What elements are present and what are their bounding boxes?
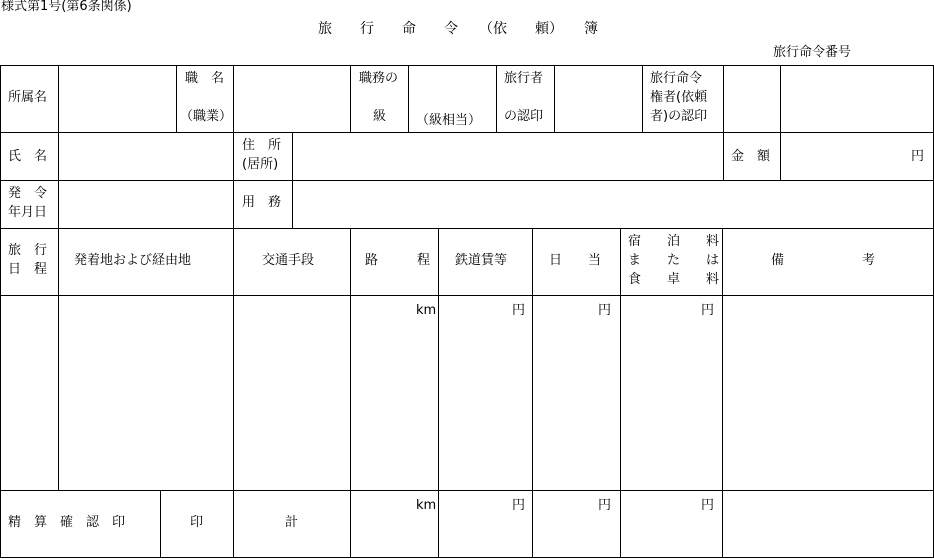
itinerary-label: 旅 行 <box>8 243 48 258</box>
grid-line <box>58 132 59 180</box>
lodging-header: 宿 泊 料 <box>628 234 720 249</box>
transport-header: 交通手段 <box>262 253 315 268</box>
travel-order-number-label: 旅行命令番号 <box>773 45 852 60</box>
grid-line <box>292 180 293 228</box>
page-title: 旅 行 命 令 （依 頼） 簿 <box>318 21 598 37</box>
grid-line <box>723 132 724 180</box>
grid-line <box>233 180 234 228</box>
purpose-label: 用 務 <box>242 195 282 210</box>
name-label: 氏 名 <box>8 149 48 164</box>
occupation-label: （職業） <box>180 109 233 124</box>
grid-line <box>176 65 177 132</box>
order-authority-label-3: 者)の認印 <box>650 109 708 124</box>
grid-line <box>292 132 293 180</box>
grid-line <box>780 132 781 180</box>
lodging-unit: 円 <box>701 303 715 318</box>
grid-line <box>160 490 161 558</box>
duty-grade-label: 職務の <box>359 71 399 86</box>
grid-line <box>0 490 934 491</box>
settlement-check-label: 精 算 確 認 印 <box>8 515 126 530</box>
daily-unit: 円 <box>598 303 612 318</box>
amount-yen-unit: 円 <box>911 149 925 164</box>
grid-line <box>496 65 497 132</box>
total-label: 計 <box>285 515 299 530</box>
grid-line <box>722 228 723 558</box>
traveler-seal-label-2: の認印 <box>504 109 544 124</box>
grid-line <box>0 132 934 133</box>
remarks-header: 備 考 <box>771 253 876 268</box>
grid-line <box>0 557 934 558</box>
residence-label: (居所) <box>242 157 279 172</box>
traveler-seal-label: 旅行者 <box>504 71 544 86</box>
itinerary-label-2: 日 程 <box>8 262 48 277</box>
grid-line <box>554 65 555 132</box>
grid-line <box>58 65 59 132</box>
grid-line <box>0 295 934 296</box>
grid-line <box>233 65 234 132</box>
total-rail-unit: 円 <box>512 498 526 513</box>
grid-line <box>0 180 934 181</box>
total-daily-unit: 円 <box>598 498 612 513</box>
grid-line <box>58 228 59 490</box>
issue-date-label-2: 年月日 <box>8 205 48 220</box>
grid-line <box>642 65 643 132</box>
affiliation-label: 所属名 <box>8 90 48 105</box>
grid-line <box>233 228 234 558</box>
grid-line <box>0 65 1 558</box>
grid-line <box>233 132 234 180</box>
grid-line <box>58 180 59 228</box>
total-distance-unit: km <box>416 498 437 513</box>
duty-grade-suffix: 級 <box>373 109 387 124</box>
lodging-header-3: 食 卓 料 <box>628 272 720 287</box>
rail-fare-header: 鉄道賃等 <box>455 253 508 268</box>
address-label: 住 所 <box>242 138 282 153</box>
grid-line <box>350 228 351 558</box>
order-authority-label-2: 権者(依頼 <box>650 90 708 105</box>
rail-fare-unit: 円 <box>512 303 526 318</box>
form-number: 様式第1号(第6条関係) <box>1 0 132 14</box>
distance-header: 路 程 <box>365 253 431 268</box>
grid-line <box>723 65 724 132</box>
job-title-label: 職 名 <box>185 71 225 86</box>
daily-allowance-header: 日 当 <box>549 253 602 268</box>
distance-unit: km <box>416 303 437 318</box>
grade-equivalent-label: （級相当） <box>416 113 482 128</box>
lodging-header-2: ま た は <box>628 253 720 268</box>
grid-line <box>0 65 934 66</box>
grid-line <box>0 228 934 229</box>
seal-label: 印 <box>190 515 204 530</box>
grid-line <box>350 65 351 132</box>
grid-line <box>780 65 781 132</box>
grid-line <box>532 228 533 558</box>
issue-date-label: 発 令 <box>8 186 48 201</box>
route-header: 発着地および経由地 <box>74 253 192 268</box>
grid-line <box>408 65 409 132</box>
total-lodging-unit: 円 <box>701 498 715 513</box>
order-authority-label: 旅行命令 <box>650 71 703 86</box>
amount-label: 金 額 <box>731 149 771 164</box>
grid-line <box>438 228 439 558</box>
grid-line <box>620 228 621 558</box>
